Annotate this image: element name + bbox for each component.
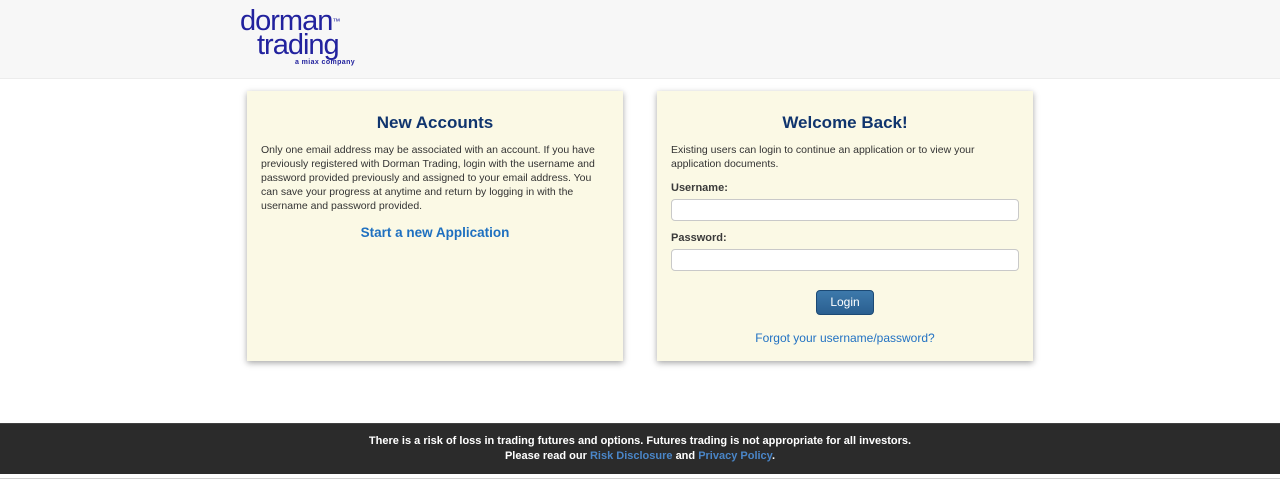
new-accounts-panel [247,91,623,361]
password-input[interactable] [671,249,1019,271]
privacy-policy-link[interactable]: Privacy Policy [698,450,772,462]
logo-word-trading: trading [257,29,339,61]
logo-word-dorman: dorman™ [240,5,341,37]
password-label: Password: [671,232,727,244]
trademark-symbol: ™ [332,17,341,26]
main-content [247,79,1033,361]
footer-risk-line: There is a risk of loss in trading futures and options. Futures trading is not appropriate for all investors. [368,435,912,447]
welcome-back-description: Existing users can login to continue an application or to view your application documents. [671,144,975,170]
footer-links-line [0,449,1280,464]
risk-disclosure-link[interactable]: Risk Disclosure [589,450,673,462]
forgot-username-password-link[interactable]: Forgot your username/password? [755,331,935,345]
dorman-trading-logo [240,5,356,67]
new-accounts-title: New Accounts [376,113,494,132]
login-button[interactable]: Login [816,290,873,315]
welcome-back-panel [657,91,1033,361]
start-new-application-link[interactable]: Start a new Application [360,225,510,240]
username-input[interactable] [671,199,1019,221]
new-accounts-description: Only one email address may be associated with an account. If you have previously registered with Dorman Trading, login with the username and password provided previously and assigned to your email address. You can save your progress at anytime and return by logging in with the username and password provided. [261,144,595,212]
welcome-back-title: Welcome Back! [782,113,908,132]
footer-line2-prefix: Please read our [504,450,587,462]
username-label: Username: [671,182,728,194]
risk-disclaimer-footer [0,423,1280,474]
page-header [0,0,1280,79]
footer-line2-period: . [771,450,776,462]
logo-tagline: a miax company [295,59,356,66]
footer-line2-and: and [675,450,696,462]
